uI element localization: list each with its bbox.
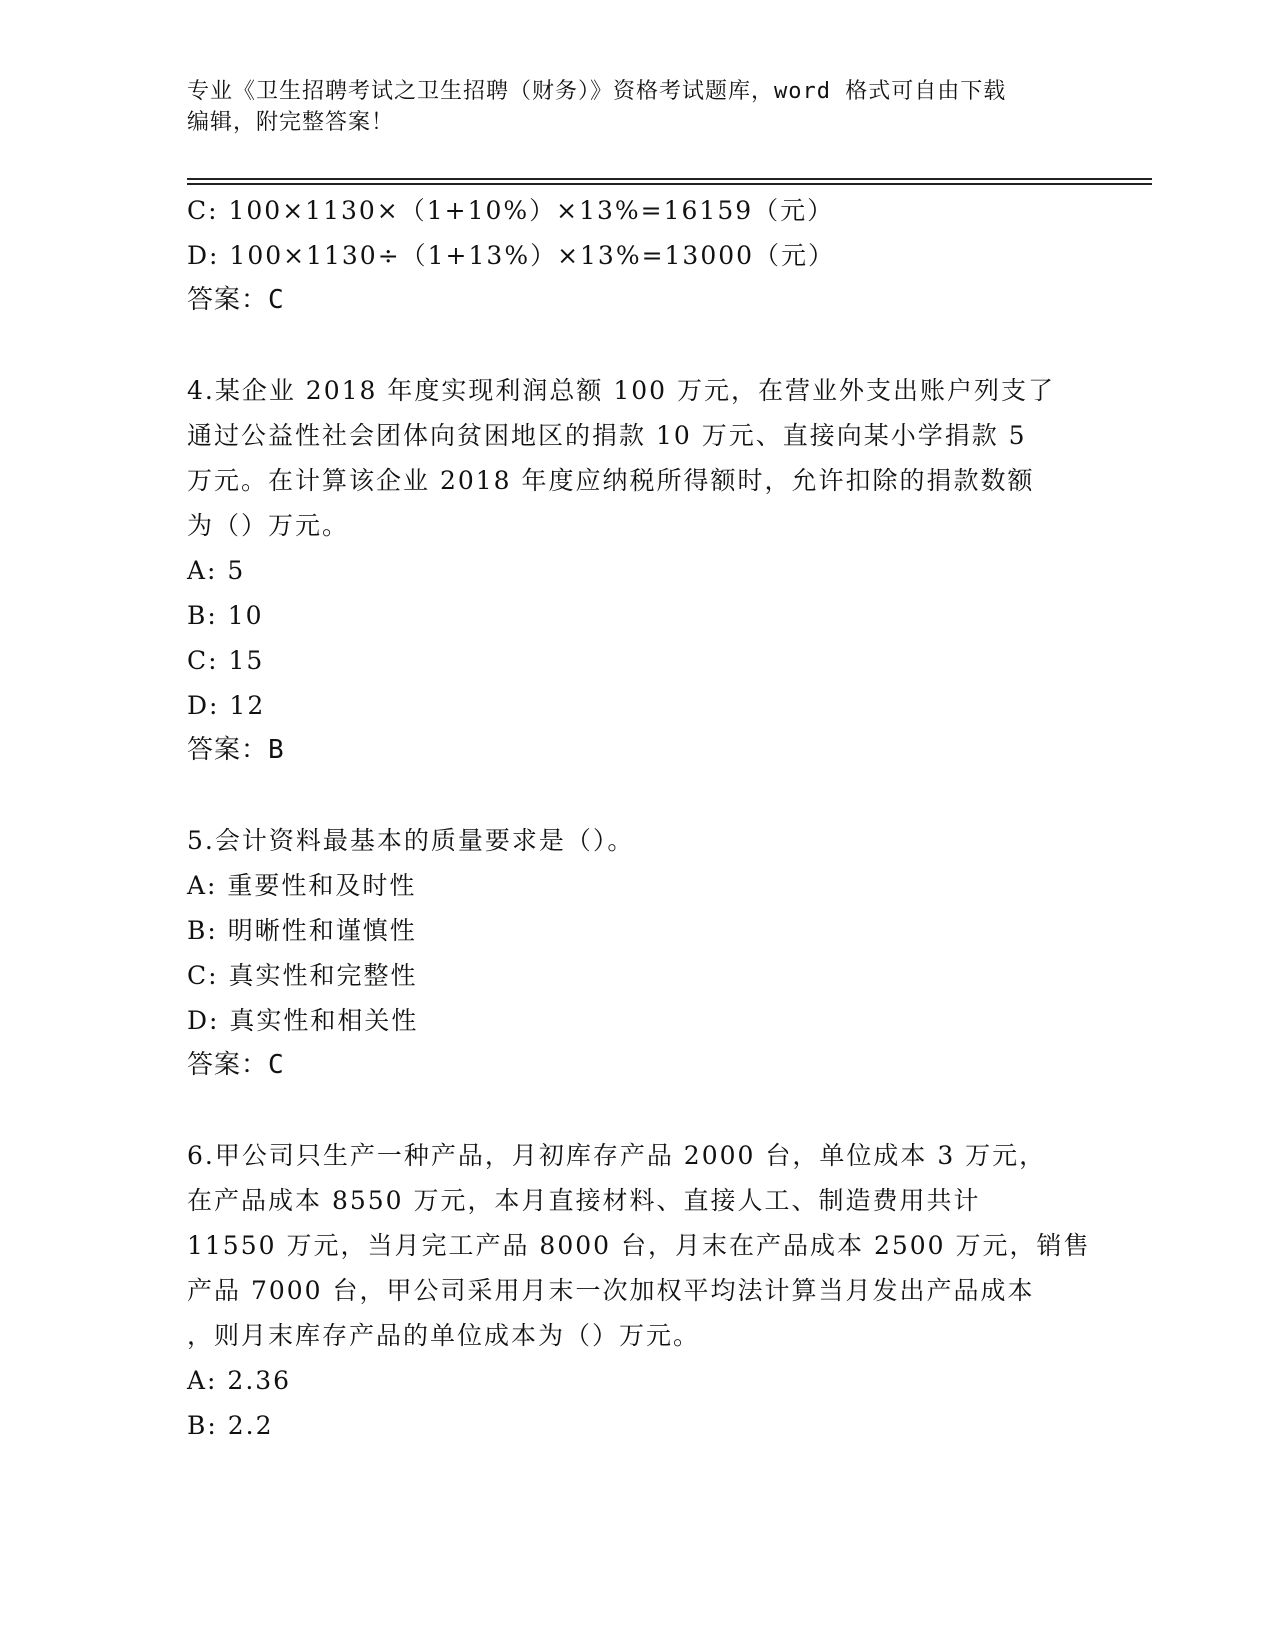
option-d: D: 真实性和相关性 xyxy=(187,1006,419,1035)
question-spacer xyxy=(187,1088,1087,1133)
question-5 xyxy=(187,818,1087,1088)
question-4 xyxy=(187,368,1087,773)
answer: 答案：C xyxy=(187,285,285,315)
question-6 xyxy=(187,1133,1091,1448)
option-c: C: 100×1130×（1+10%）×13%=16159（元） xyxy=(187,196,835,225)
question-text-line: 产品 7000 台，甲公司采用月末一次加权平均法计算当月发出产品成本 xyxy=(187,1276,1035,1305)
option-b: B: 10 xyxy=(187,601,264,630)
question-text-line: 通过公益性社会团体向贫困地区的捐款 10 万元、直接向某小学捐款 5 xyxy=(187,421,1027,450)
option-a: A: 5 xyxy=(187,556,246,585)
header-line-1: 专业《卫生招聘考试之卫生招聘（财务）》资格考试题库，word 格式可自由下载 xyxy=(187,79,1007,104)
document-header xyxy=(187,76,1087,138)
option-a: A: 2.36 xyxy=(187,1366,292,1395)
question-text-line: 万元。在计算该企业 2018 年度应纳税所得额时，允许扣除的捐款数额 xyxy=(187,466,1035,495)
question-list xyxy=(187,188,1091,1448)
question-text-line: 4.某企业 2018 年度实现利润总额 100 万元，在营业外支出账户列支了 xyxy=(187,376,1055,405)
question-3-tail xyxy=(187,188,1087,323)
question-text-line: 11550 万元，当月完工产品 8000 台，月末在产品成本 2500 万元，销售 xyxy=(187,1231,1091,1260)
question-spacer xyxy=(187,773,1087,818)
question-text-line: 在产品成本 8550 万元，本月直接材料、直接人工、制造费用共计 xyxy=(187,1186,981,1215)
option-c: C: 真实性和完整性 xyxy=(187,961,418,990)
option-d: D: 12 xyxy=(187,691,266,720)
option-b: B: 2.2 xyxy=(187,1411,274,1440)
question-spacer xyxy=(187,323,1087,368)
option-c: C: 15 xyxy=(187,646,265,675)
header-line-2: 编辑，附完整答案！ xyxy=(187,110,395,135)
question-text-line: ，则月末库存产品的单位成本为（）万元。 xyxy=(187,1321,701,1350)
answer: 答案：B xyxy=(187,735,285,765)
question-text-line: 6.甲公司只生产一种产品，月初库存产品 2000 台，单位成本 3 万元， xyxy=(187,1141,1047,1170)
question-text-line: 5.会计资料最基本的质量要求是（）。 xyxy=(187,826,635,855)
option-a: A: 重要性和及时性 xyxy=(187,871,417,900)
header-divider-top xyxy=(187,178,1152,180)
option-b: B: 明晰性和谨慎性 xyxy=(187,916,417,945)
header-divider-bottom xyxy=(187,183,1152,185)
option-d: D: 100×1130÷（1+13%）×13%=13000（元） xyxy=(187,241,836,270)
question-text-line: 为（）万元。 xyxy=(187,511,350,540)
answer: 答案：C xyxy=(187,1050,285,1080)
